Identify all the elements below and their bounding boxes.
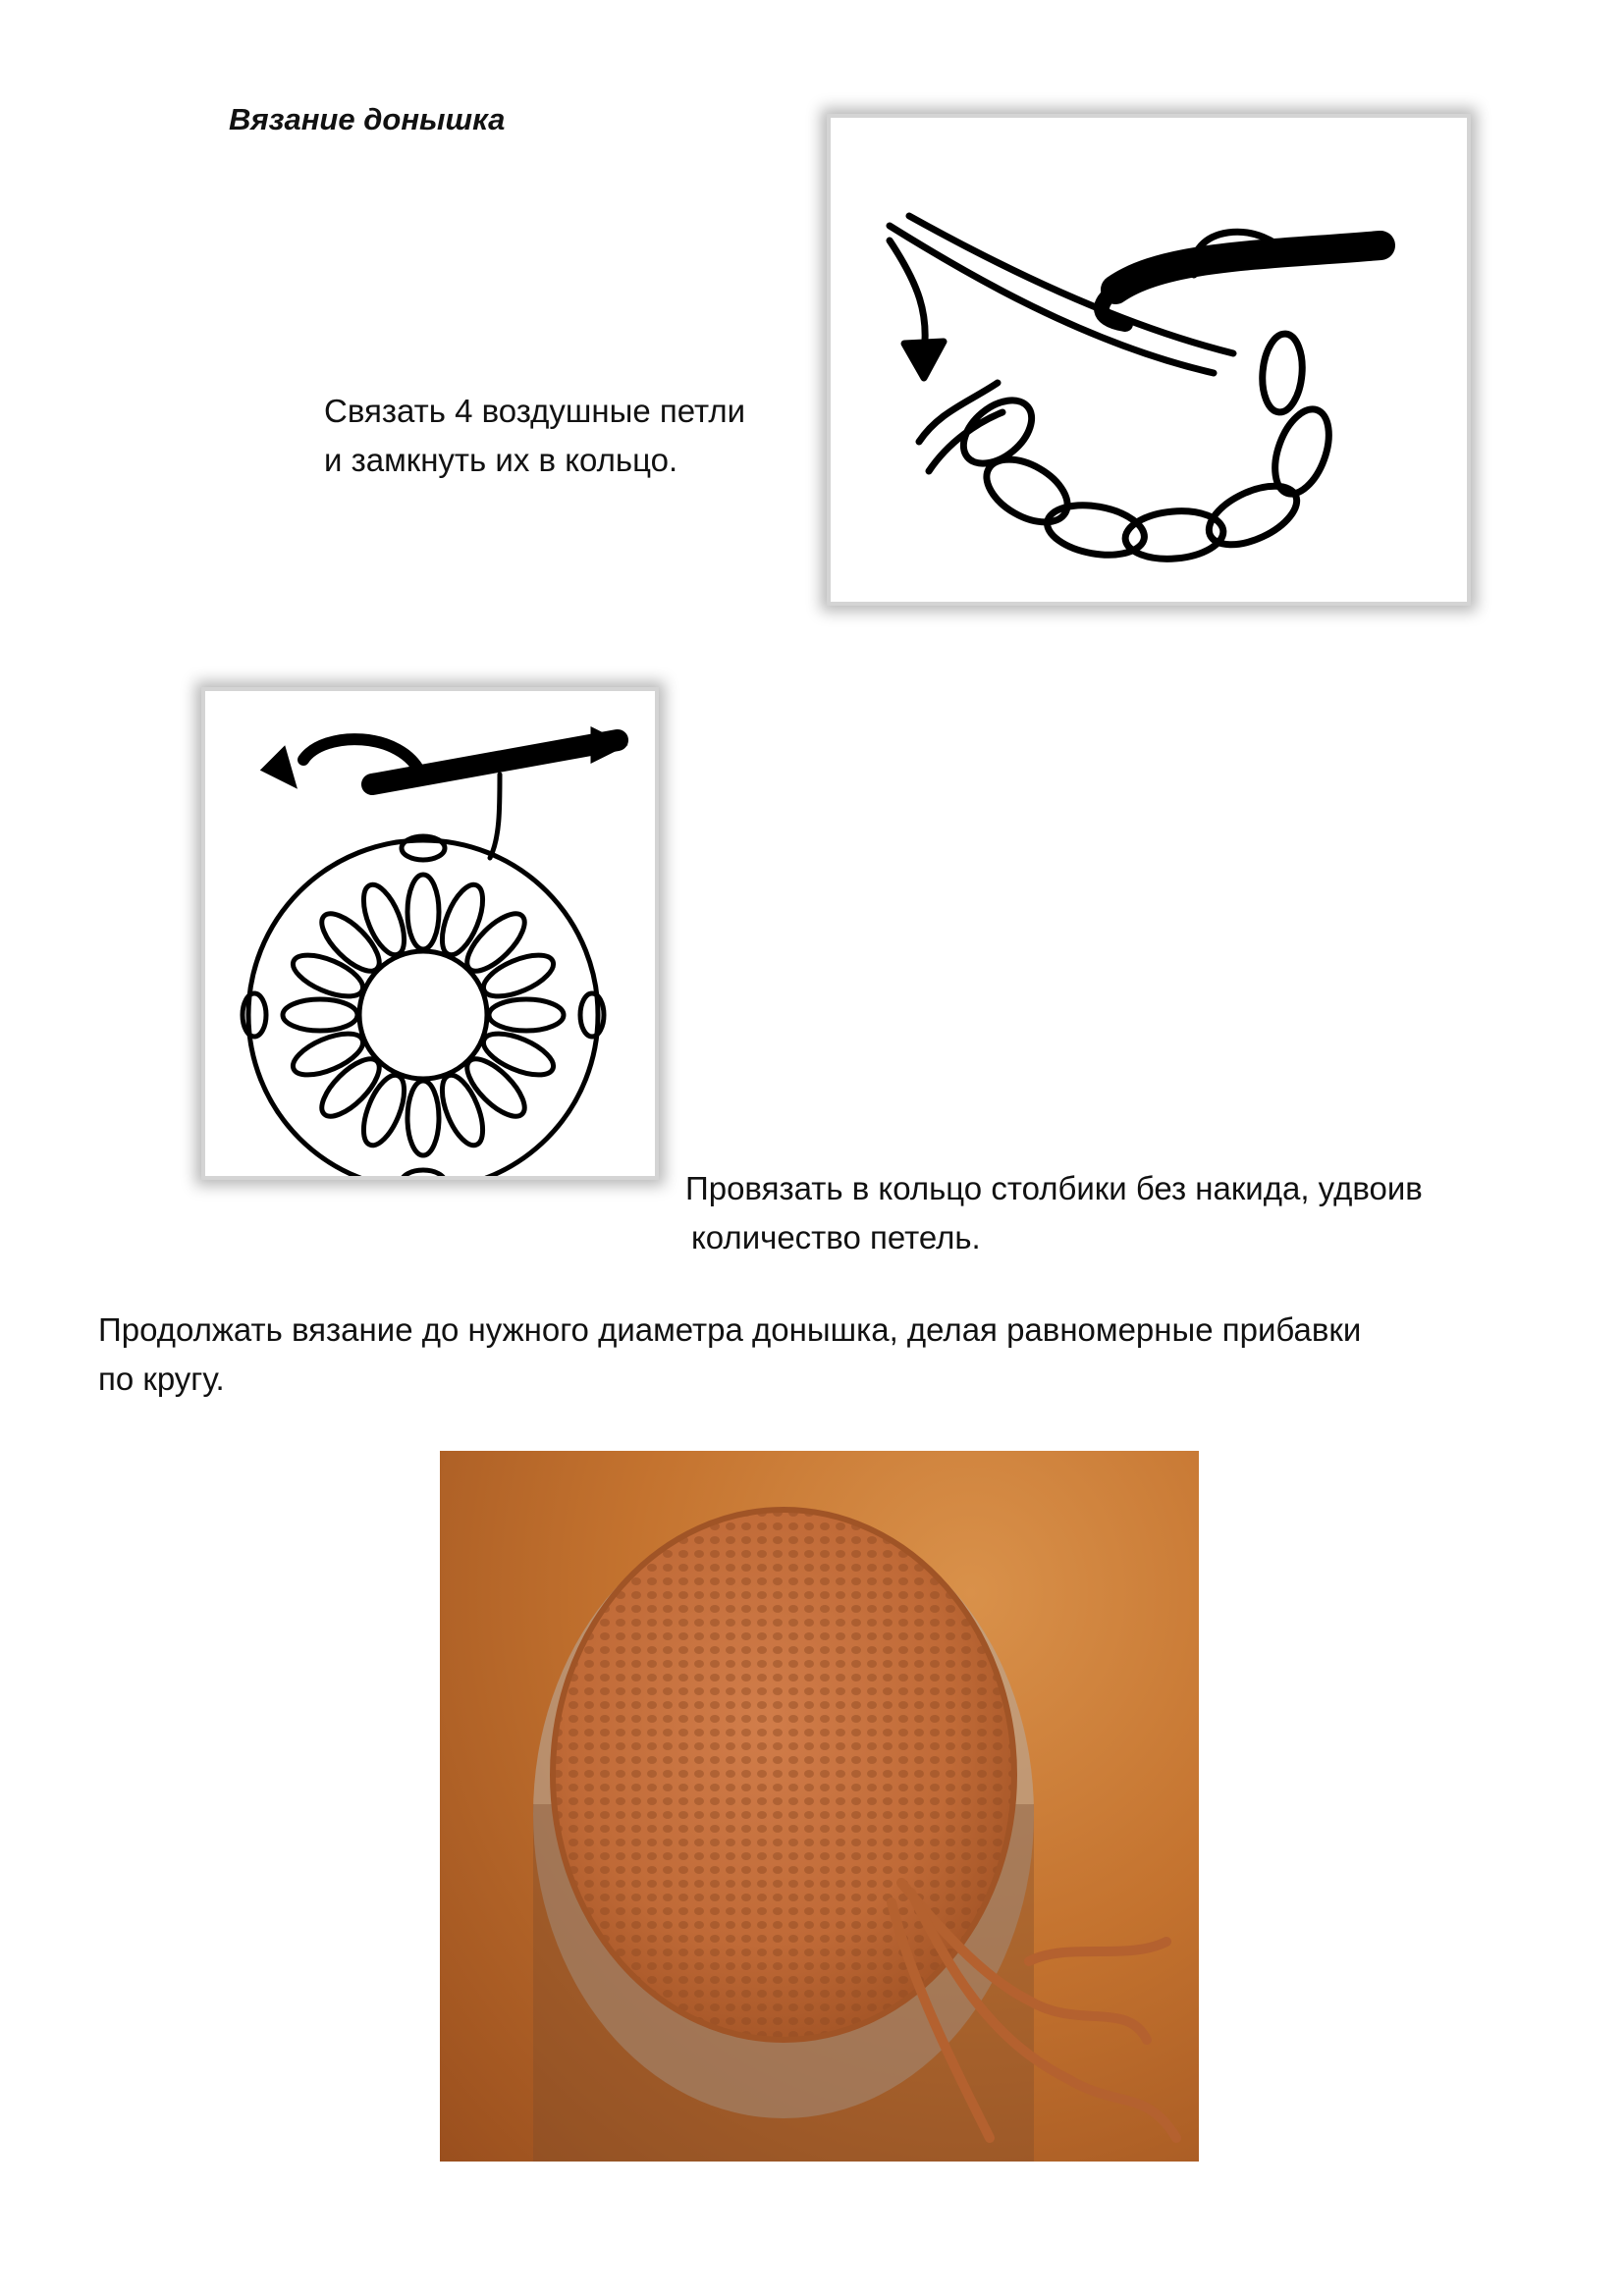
- step-2-line-2: количество петель.: [691, 1219, 981, 1255]
- step-2-line-1: Провязать в кольцо столбики без накида, удвоив: [685, 1170, 1423, 1206]
- step-1-line-1: Связать 4 воздушные петли: [324, 393, 746, 429]
- crocheted-base-photo: [440, 1451, 1199, 2162]
- step-1-line-2: и замкнуть их в кольцо.: [324, 442, 678, 478]
- section-title: Вязание донышка: [229, 102, 506, 136]
- step-3-text: [98, 1306, 1551, 1404]
- crocheted-round-base-image: [440, 1451, 1199, 2162]
- single-crochet-ring-illustration: [205, 691, 655, 1176]
- step-1-text: [324, 387, 745, 485]
- step-3-line-2: по кругу.: [98, 1361, 225, 1397]
- step-3-line-1: Продолжать вязание до нужного диаметра донышка, делая равномерные прибавки: [98, 1311, 1362, 1348]
- single-crochet-ring-diagram: [201, 687, 659, 1180]
- step-2-text: [685, 1164, 1423, 1262]
- chain-ring-illustration: [831, 118, 1467, 602]
- chain-ring-diagram: [827, 114, 1471, 606]
